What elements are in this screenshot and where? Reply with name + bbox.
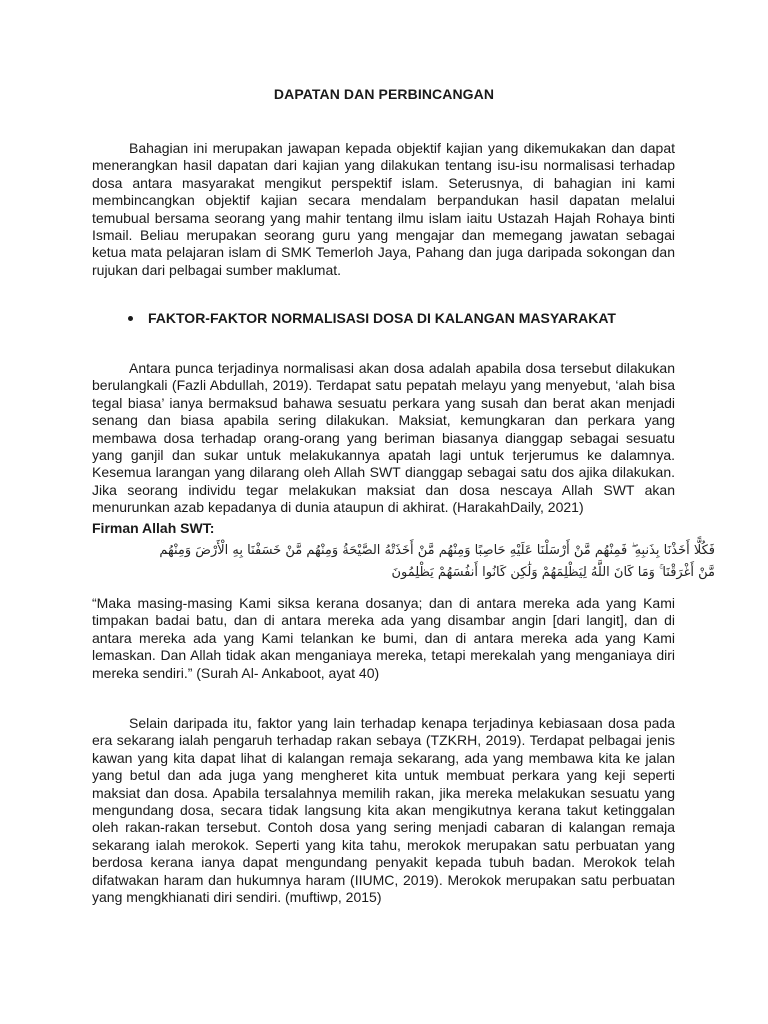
intro-paragraph: Bahagian ini merupakan jawapan kepada objektif kajian yang dikemukakan dan dapat menerangkan hasil dapatan dari kajian yang dilakukan tentang isu-isu normalisasi terhadap dosa antara masyarakat mengikut perspektif islam. Seterusnya, di bahagian ini kami membincangkan objektif kajian secara mendalam berpandukan hasil dapatan melalui temubual bersama seorang yang mahir tentang ilmu islam iaitu Ustazah Hajah Rohaya binti Ismail. Beliau merupakan seorang guru yang mengajar dan memegang jawatan sebagai ketua mata pelajaran islam di SMK Temerloh Jaya, Pahang dan juga daripada sokongan dan rujukan dari pelbagai sumber maklumat. xyxy=(92,140,675,278)
bullet-heading: FAKTOR-FAKTOR NORMALISASI DOSA DI KALANGAN MASYARAKAT xyxy=(148,310,616,326)
bullet-dot-icon xyxy=(128,316,133,321)
factor-paragraph: Antara punca terjadinya normalisasi akan dosa adalah apabila dosa tersebut dilakukan berulangkali (Fazli Abdullah, 2019). Terdapat satu pepatah melayu yang menyebut, ‘alah bisa tegal biasa’ ianya bermaksud bahawa sesuatu perkara yang susah dan berat akan menjadi senang dan biasa apabila sering dilakukan. Maksiat, kemungkaran dan perkara yang membawa dosa terhadap orang-orang yang beriman biasanya dianggap sebagai sesuatu yang ganjil dan sukar untuk melakukannya apatah lagi untuk terjerumus ke dalamnya. Kesemua larangan yang dilarang oleh Allah SWT dianggap sebagai satu dos ajika dilakukan. Jika seorang individu tegar melakukan maksiat dan dosa nescaya Allah SWT akan menurunkan azab kepadanya di dunia ataupun di akhirat. (HarakahDaily, 2021) xyxy=(92,360,675,516)
section-heading: DAPATAN DAN PERBINCANGAN xyxy=(273,86,495,102)
firman-label: Firman Allah SWT: xyxy=(92,520,215,536)
arabic-verse: فَكُلًّا أَخَذْنَا بِذَنبِهِ ۖ فَمِنْهُم مَّنْ أَرْسَلْنَا عَلَيْهِ حَاصِبًا وَمِنْهُم مَّنْ أَخَذَتْهُ الصَّيْحَةُ وَمِنْهُم مَّنْ خَسَفْنَا بِهِ الْأَرْضَ وَمِنْهُم مَّنْ أَغْرَقْنَا ۚ وَمَا كَانَ اللَّهُ لِيَظْلِمَهُمْ وَلَٰكِن كَانُوا أَنفُسَهُمْ يَظْلِمُونَ xyxy=(159,543,715,580)
translation-quote: “Maka masing-masing Kami siksa kerana dosanya; dan di antara mereka ada yang Kami timpakan badai batu, dan di antara mereka ada yang disambar angin [dari langit], dan di antara mereka ada yang Kami telankan ke bumi, dan di antara mereka ada yang Kami lemaskan. Dan Allah tidak akan menganiaya mereka, tetapi merekalah yang menganiaya diri mereka sendiri.” (Surah Al- Ankaboot, ayat 40) xyxy=(92,595,675,681)
peer-influence-paragraph: Selain daripada itu, faktor yang lain terhadap kenapa terjadinya kebiasaan dosa pada era sekarang ialah pengaruh terhadap rakan sebaya (TZKRH, 2019). Terdapat pelbagai jenis kawan yang kita dapat lihat di kalangan remaja sekarang, ada yang membawa kita ke jalan yang betul dan ada juga yang mengheret kita untuk membuat perkara yang keji seperti maksiat dan dosa. Apabila tersalahnya memilih rakan, jika mereka melakukan sesuatu yang mengundang dosa, secara tidak langsung kita akan mengikutnya kerana takut ketinggalan oleh rakan-rakan tersebut. Contoh dosa yang sering menjadi cabaran di kalangan remaja sekarang ialah merokok. Seperti yang kita tahu, merokok merupakan satu perbuatan yang berdosa kerana ianya dapat mengundang penyakit kepada tubuh badan. Merokok telah difatwakan haram dan hukumnya haram (IIUMC, 2019). Merokok merupakan satu perbuatan yang mengkhianati diri sendiri. (muftiwp, 2015) xyxy=(92,715,675,906)
bullet-heading-row xyxy=(128,310,616,326)
